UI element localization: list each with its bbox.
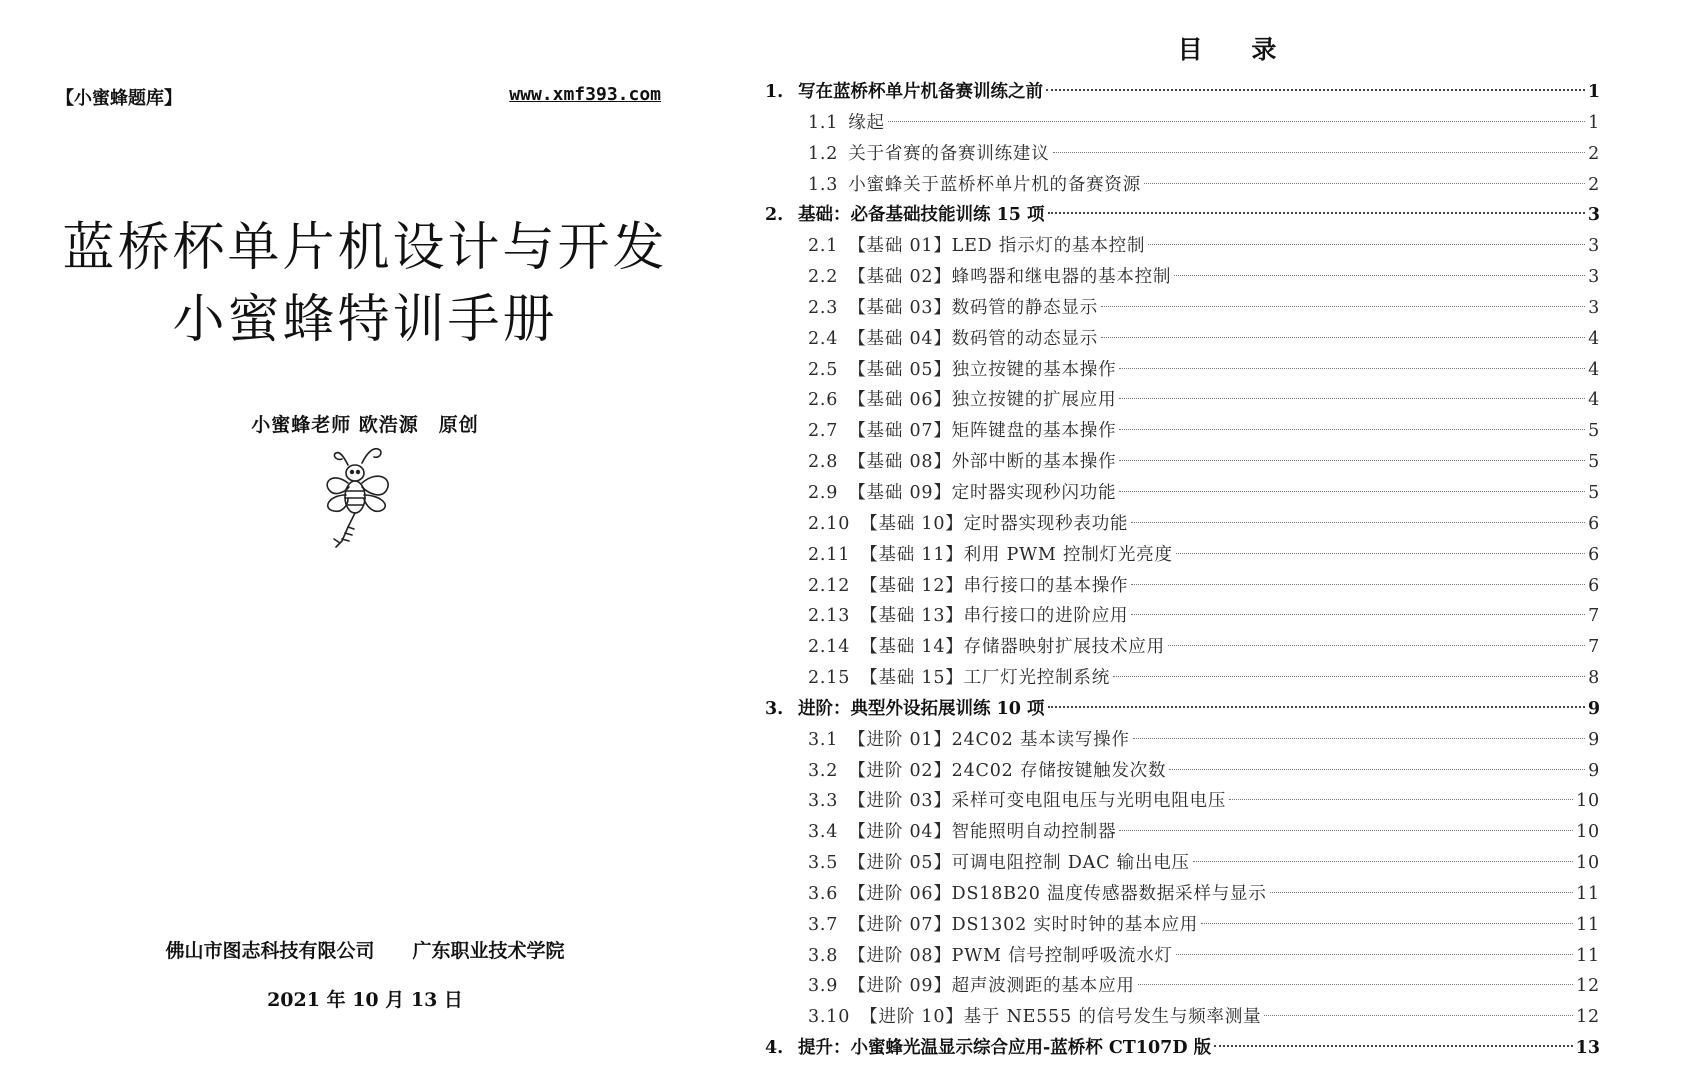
- cover-date: 2021 年 10 月 13 日: [267, 989, 463, 1011]
- toc-entry-number: 3.3: [808, 791, 839, 812]
- toc-section-entry[interactable]: [765, 262, 1600, 293]
- toc-page-number: 1: [1587, 82, 1600, 102]
- toc-page-number: 13: [1575, 1038, 1600, 1059]
- toc-section-entry[interactable]: [765, 663, 1600, 694]
- toc-entry-number: 2.15: [808, 668, 851, 689]
- website-link[interactable]: www.xmf393.com: [509, 84, 661, 105]
- toc-page-number: 4: [1588, 390, 1600, 411]
- toc-chapter-entry[interactable]: [765, 694, 1600, 725]
- toc-dot-leader: [1048, 706, 1585, 708]
- toc-entry-title: 写在蓝桥杯单片机备赛训练之前: [798, 82, 1043, 102]
- toc-entry-number: 1.2: [808, 143, 839, 164]
- toc-dot-leader: [1270, 892, 1573, 893]
- toc-dot-leader: [1264, 1015, 1573, 1016]
- toc-dot-leader: [1176, 553, 1585, 554]
- toc-page-number: 5: [1588, 452, 1600, 473]
- toc-entry-title: 【基础 13】串行接口的进阶应用: [860, 606, 1129, 627]
- toc-section-entry[interactable]: [765, 632, 1600, 663]
- toc-section-entry[interactable]: [765, 756, 1600, 787]
- toc-dot-leader: [1053, 152, 1586, 153]
- toc-entry-number: 3.1: [808, 729, 839, 750]
- toc-entry-title: 【基础 04】数码管的动态显示: [848, 328, 1099, 349]
- toc-dot-leader: [1133, 738, 1585, 739]
- toc-dot-leader: [1131, 584, 1585, 585]
- toc-section-entry[interactable]: [765, 447, 1600, 478]
- toc-dot-leader: [1119, 460, 1585, 461]
- toc-page-number: 11: [1576, 914, 1600, 935]
- toc-dot-leader: [1193, 861, 1573, 862]
- toc-entry-title: 【进阶 10】基于 NE555 的信号发生与频率测量: [860, 1007, 1262, 1028]
- toc-page-number: 1: [1588, 112, 1600, 133]
- toc-page-number: 3: [1587, 205, 1600, 226]
- toc-entry-number: 2.11: [808, 544, 851, 565]
- toc-page-number: 3: [1588, 236, 1600, 257]
- toc-section-entry[interactable]: [765, 324, 1600, 355]
- toc-dot-leader: [1131, 522, 1585, 523]
- toc-section-entry[interactable]: [765, 509, 1600, 540]
- toc-section-entry[interactable]: [765, 786, 1600, 817]
- toc-page-number: 2: [1588, 174, 1600, 195]
- toc-section-entry[interactable]: [765, 355, 1600, 386]
- toc-dot-leader: [1119, 491, 1585, 492]
- toc-page-number: 10: [1576, 853, 1600, 874]
- toc-entry-number: 2.13: [808, 606, 851, 627]
- toc-entry-number: 2.10: [808, 513, 851, 534]
- cover-title: [0, 212, 730, 356]
- toc-entry-number: 2.12: [808, 575, 851, 596]
- toc-dot-leader: [1048, 212, 1585, 214]
- toc-page-number: 7: [1588, 606, 1600, 627]
- toc-entry-title: 关于省赛的备赛训练建议: [848, 143, 1050, 164]
- toc-section-entry[interactable]: [765, 108, 1600, 139]
- toc-dot-leader: [1174, 275, 1585, 276]
- toc-section-entry[interactable]: [765, 1002, 1600, 1033]
- toc-entry-title: 【基础 08】外部中断的基本操作: [848, 452, 1117, 473]
- cover-title-line2: 小蜜蜂特训手册: [172, 290, 558, 350]
- toc-dot-leader: [888, 121, 1585, 122]
- toc-entry-title: 【进阶 07】DS1302 实时时钟的基本应用: [848, 914, 1199, 935]
- toc-entry-number: 2.4: [808, 328, 839, 349]
- toc-dot-leader: [1138, 984, 1573, 985]
- toc-entry-number: 2.: [765, 205, 784, 226]
- toc-entry-number: 2.6: [808, 390, 839, 411]
- toc-section-entry[interactable]: [765, 941, 1600, 972]
- cover-page: [0, 0, 730, 1070]
- cover-header: [56, 84, 661, 110]
- toc-page-number: 11: [1576, 883, 1600, 904]
- toc-page-number: 9: [1587, 698, 1600, 719]
- toc-entry-number: 2.8: [808, 452, 839, 473]
- toc-dot-leader: [1148, 244, 1585, 245]
- toc-entry-number: 2.5: [808, 359, 839, 380]
- toc-entry-number: 2.7: [808, 421, 839, 442]
- toc-section-entry[interactable]: [765, 416, 1600, 447]
- toc-entry-number: 3.4: [808, 822, 839, 843]
- toc-dot-leader: [1144, 183, 1585, 184]
- toc-dot-leader: [1169, 769, 1585, 770]
- toc-page-number: 12: [1576, 976, 1600, 997]
- toc-chapter-entry[interactable]: [765, 1033, 1600, 1064]
- toc-section-entry[interactable]: [765, 725, 1600, 756]
- toc-entry-title: 【进阶 02】24C02 存储按键触发次数: [848, 760, 1167, 781]
- cover-author: 小蜜蜂老师 欧浩源 原创: [251, 414, 479, 436]
- toc-entry-title: 【进阶 05】可调电阻控制 DAC 输出电压: [848, 853, 1190, 874]
- toc-section-entry[interactable]: [765, 293, 1600, 324]
- toc-entry-title: 【基础 15】工厂灯光控制系统: [860, 668, 1111, 689]
- toc-dot-leader: [1214, 1045, 1573, 1047]
- toc-dot-leader: [1101, 306, 1585, 307]
- toc-entry-number: 3.10: [808, 1007, 851, 1028]
- toc-section-entry[interactable]: [765, 170, 1600, 201]
- toc-entry-title: 进阶：典型外设拓展训练 10 项: [798, 698, 1045, 719]
- toc-list: [765, 77, 1600, 1064]
- toc-entry-title: 【基础 10】定时器实现秒表功能: [860, 513, 1129, 534]
- toc-page-number: 5: [1588, 421, 1600, 442]
- toc-entry-title: 小蜜蜂关于蓝桥杯单片机的备赛资源: [848, 174, 1142, 195]
- toc-section-entry[interactable]: [765, 817, 1600, 848]
- toc-entry-number: 3.7: [808, 914, 839, 935]
- toc-section-entry[interactable]: [765, 971, 1600, 1002]
- toc-entry-title: 基础：必备基础技能训练 15 项: [798, 205, 1045, 226]
- toc-entry-title: 【基础 03】数码管的静态显示: [848, 297, 1099, 318]
- toc-section-entry[interactable]: [765, 385, 1600, 416]
- toc-page-number: 6: [1588, 513, 1600, 534]
- toc-entry-number: 1.: [765, 82, 784, 102]
- toc-dot-leader: [1176, 954, 1573, 955]
- toc-page-number: 5: [1588, 482, 1600, 503]
- toc-section-entry[interactable]: [765, 848, 1600, 879]
- toc-entry-number: 2.14: [808, 637, 851, 658]
- toc-entry-number: 2.2: [808, 267, 839, 288]
- toc-dot-leader: [1168, 645, 1585, 646]
- toc-page-number: 10: [1576, 791, 1600, 812]
- toc-page-number: 3: [1588, 267, 1600, 288]
- cover-organizations: 佛山市图志科技有限公司 广东职业技术学院: [165, 940, 565, 962]
- toc-entry-title: 【基础 06】独立按键的扩展应用: [848, 390, 1117, 411]
- toc-page-number: 2: [1588, 143, 1600, 164]
- toc-dot-leader: [1113, 676, 1585, 677]
- toc-page-number: 4: [1588, 328, 1600, 349]
- toc-section-entry[interactable]: [765, 231, 1600, 262]
- toc-section-entry[interactable]: [765, 601, 1600, 632]
- toc-entry-title: 【基础 02】蜂鸣器和继电器的基本控制: [848, 267, 1172, 288]
- toc-page-number: 6: [1588, 544, 1600, 565]
- toc-entry-number: 3.5: [808, 853, 839, 874]
- toc-section-entry[interactable]: [765, 879, 1600, 910]
- cover-title-line1: 蓝桥杯单片机设计与开发: [62, 218, 668, 278]
- toc-entry-title: 【基础 07】矩阵键盘的基本操作: [848, 421, 1117, 442]
- toc-entry-number: 3.8: [808, 945, 839, 966]
- toc-dot-leader: [1119, 429, 1585, 430]
- toc-entry-title: 【进阶 03】采样可变电阻电压与光明电阻电压: [848, 791, 1227, 812]
- toc-page-number: 12: [1576, 1007, 1600, 1028]
- toc-section-entry[interactable]: [765, 571, 1600, 602]
- toc-entry-title: 【进阶 09】超声波测距的基本应用: [848, 976, 1135, 997]
- toc-entry-number: 3.: [765, 698, 784, 719]
- toc-section-entry[interactable]: [765, 540, 1600, 571]
- toc-dot-leader: [1101, 337, 1585, 338]
- toc-entry-number: 4.: [765, 1038, 784, 1059]
- toc-entry-title: 提升：小蜜蜂光温显示综合应用-蓝桥杯 CT107D 版: [798, 1038, 1212, 1059]
- toc-page-number: 6: [1588, 575, 1600, 596]
- toc-entry-title: 【进阶 01】24C02 基本读写操作: [848, 729, 1130, 750]
- toc-dot-leader: [1119, 830, 1573, 831]
- toc-entry-number: 2.1: [808, 236, 839, 257]
- table-of-contents-page: [765, 0, 1689, 1070]
- toc-dot-leader: [1131, 614, 1585, 615]
- toc-entry-number: 3.9: [808, 976, 839, 997]
- toc-page-number: 7: [1588, 637, 1600, 658]
- toc-page-number: 3: [1588, 297, 1600, 318]
- toc-entry-title: 【进阶 04】智能照明自动控制器: [848, 822, 1117, 843]
- toc-entry-number: 1.1: [808, 112, 839, 133]
- toc-page-number: 9: [1588, 760, 1600, 781]
- toc-dot-leader: [1119, 368, 1585, 369]
- toc-entry-number: 3.6: [808, 883, 839, 904]
- toc-page-number: 11: [1576, 945, 1600, 966]
- toc-entry-title: 【基础 01】LED 指示灯的基本控制: [848, 236, 1146, 257]
- toc-entry-title: 【进阶 06】DS18B20 温度传感器数据采样与显示: [848, 883, 1267, 904]
- toc-entry-title: 缘起: [848, 112, 885, 133]
- toc-page-number: 10: [1576, 822, 1600, 843]
- toc-chapter-entry[interactable]: [765, 77, 1600, 108]
- toc-dot-leader: [1119, 398, 1585, 399]
- toc-section-entry[interactable]: [765, 139, 1600, 170]
- bee-mascot-illustration: [318, 443, 402, 551]
- toc-page-number: 9: [1588, 729, 1600, 750]
- toc-entry-title: 【基础 09】定时器实现秒闪功能: [848, 482, 1117, 503]
- toc-page-number: 4: [1588, 359, 1600, 380]
- toc-page-number: 8: [1588, 668, 1600, 689]
- toc-entry-title: 【基础 14】存储器映射扩展技术应用: [860, 637, 1165, 658]
- toc-title: 目 录: [1177, 35, 1297, 64]
- toc-section-entry[interactable]: [765, 478, 1600, 509]
- toc-entry-title: 【基础 05】独立按键的基本操作: [848, 359, 1117, 380]
- toc-entry-title: 【基础 11】利用 PWM 控制灯光亮度: [860, 544, 1173, 565]
- toc-dot-leader: [1229, 799, 1573, 800]
- toc-entry-title: 【进阶 08】PWM 信号控制呼吸流水灯: [848, 945, 1173, 966]
- toc-entry-number: 2.9: [808, 482, 839, 503]
- toc-dot-leader: [1046, 89, 1585, 91]
- library-tag: 【小蜜蜂题库】: [56, 88, 182, 109]
- toc-dot-leader: [1201, 923, 1573, 924]
- toc-entry-number: 3.2: [808, 760, 839, 781]
- toc-section-entry[interactable]: [765, 910, 1600, 941]
- toc-chapter-entry[interactable]: [765, 200, 1600, 231]
- toc-entry-number: 1.3: [808, 174, 839, 195]
- toc-entry-title: 【基础 12】串行接口的基本操作: [860, 575, 1129, 596]
- toc-entry-number: 2.3: [808, 297, 839, 318]
